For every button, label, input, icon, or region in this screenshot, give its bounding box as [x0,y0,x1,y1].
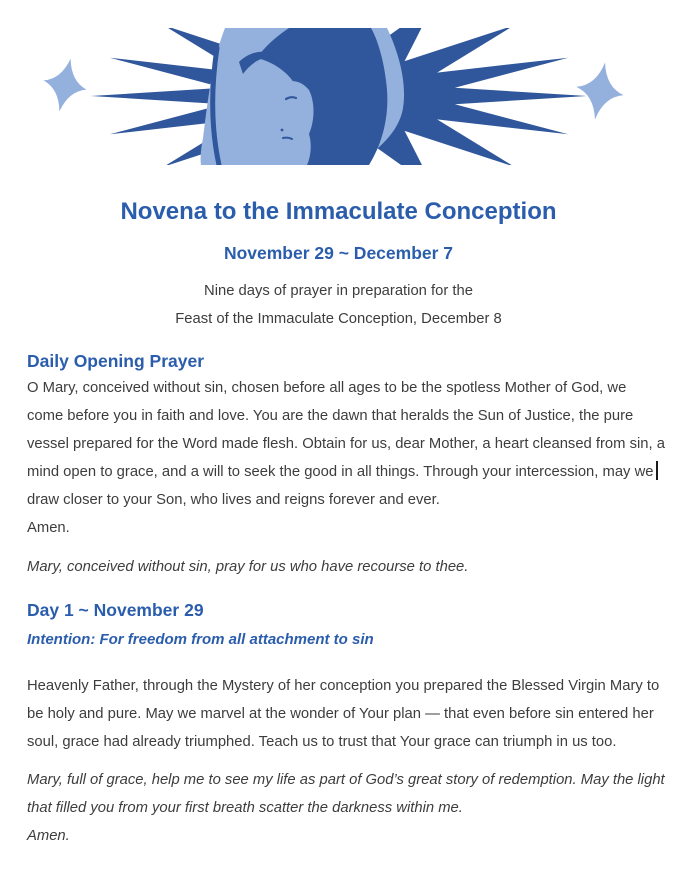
text-cursor [656,461,658,480]
sparkle-star-right-icon [571,58,628,123]
day1-reflection-line[interactable]: Mary, full of grace, help me to see my life as part of God’s great story of redemption. May the light [27,772,665,788]
day1-reflection-paragraph[interactable] [27,766,665,850]
document-body [0,348,677,850]
day1-prayer-line[interactable]: Heavenly Father, through the Mystery of her conception you prepared the Blessed Virgin Mary to [27,678,660,694]
day1-heading[interactable]: Day 1 ~ November 29 [27,600,204,620]
marian-invocation[interactable]: Mary, conceived without sin, pray for us who have recourse to thee. [27,559,469,575]
prayer-line[interactable] [27,458,657,486]
day1-intention[interactable]: Intention: For freedom from all attachment to sin [27,631,374,648]
prayer-line-text: mind open to grace, and a will to seek the good in all things. Through your intercession, may we [27,464,654,480]
document-title[interactable]: Novena to the Immaculate Conception [120,198,557,225]
day1-reflection-line[interactable]: that filled you from your first breath scatter the darkness within me. [27,800,463,816]
intro-line-1[interactable]: Nine days of prayer in preparation for the [204,283,473,299]
prayer-line[interactable]: draw closer to your Son, who lives and reigns forever and ever. [27,492,440,508]
intro-line-2[interactable]: Feast of the Immaculate Conception, December 8 [175,311,502,327]
opening-prayer-heading[interactable]: Daily Opening Prayer [27,351,205,371]
day1-prayer-line[interactable]: soul, grace had already triumphed. Teach us to trust that Your grace can triumph in us too. [27,734,617,750]
novena-date-range[interactable]: November 29 ~ December 7 [223,243,454,263]
prayer-amen[interactable]: Amen. [27,520,70,536]
prayer-line[interactable]: come before you in faith and love. You are the dawn that heralds the Sun of Justice, the pure [27,408,634,424]
opening-prayer-paragraph[interactable] [27,374,665,542]
virgin-mary-silhouette [201,28,404,165]
day1-reflection-amen[interactable]: Amen. [27,828,70,844]
prayer-line[interactable]: vessel prepared for the Word made flesh. Obtain for us, dear Mother, a heart cleansed from sin, a [27,436,665,452]
day1-prayer-paragraph[interactable] [27,672,660,756]
day1-prayer-line[interactable]: be holy and pure. May we marvel at the wonder of Your plan — that even before sin entered her [27,706,654,722]
prayer-line[interactable]: O Mary, conceived without sin, chosen before all ages to be the spotless Mother of God, we [27,380,627,396]
sparkle-star-left-icon [43,54,92,116]
marian-banner-image[interactable] [43,28,634,165]
intro-block [0,277,677,333]
